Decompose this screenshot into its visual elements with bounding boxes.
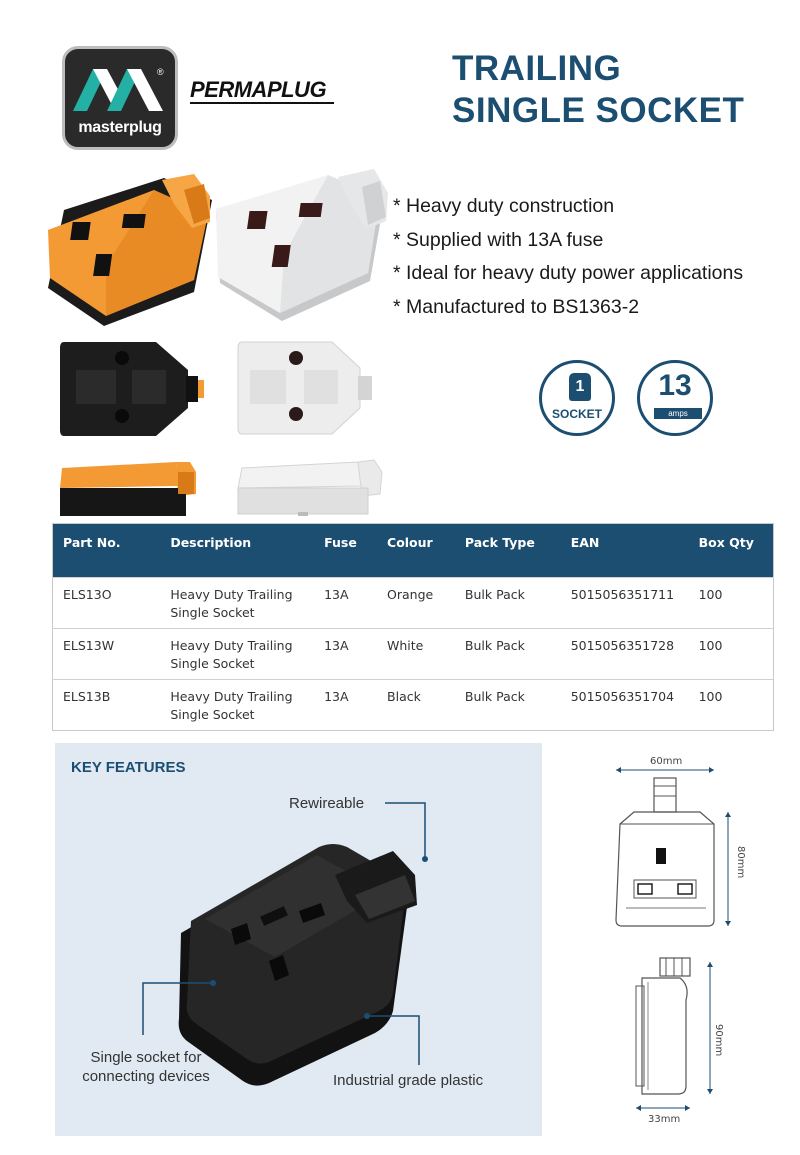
title-line-1: TRAILING <box>452 49 622 88</box>
feature-item: * Supplied with 13A fuse <box>393 228 604 251</box>
cell-fuse: 13A <box>324 629 387 680</box>
plastic-callout: Industrial grade plastic <box>333 1072 484 1089</box>
white-socket-rear-image <box>236 340 378 436</box>
registered-mark: ® <box>157 67 164 77</box>
dim-width-label: 60mm <box>650 756 683 767</box>
amps-badge <box>637 360 713 436</box>
desc-line: Single Socket <box>170 605 255 620</box>
logo-wordmark: masterplug <box>78 119 162 136</box>
cell-fuse: 13A <box>324 680 387 731</box>
cell-pack-type: Bulk Pack <box>465 680 571 731</box>
white-socket-image <box>212 165 388 323</box>
dim-height-label: 80mm <box>735 846 746 879</box>
rewireable-callout: Rewireable <box>289 795 365 812</box>
table-row <box>53 629 774 680</box>
badge-amps-label: amps <box>654 408 702 419</box>
single-socket-callout <box>71 1048 221 1086</box>
cell-colour: Orange <box>387 578 465 629</box>
desc-line: Single Socket <box>170 656 255 671</box>
desc-line: Heavy Duty Trailing <box>170 587 293 602</box>
table-header-row <box>53 524 774 578</box>
white-socket-side-image <box>234 458 384 518</box>
table-row <box>53 680 774 731</box>
feature-list <box>393 193 743 327</box>
desc-line: Single Socket <box>170 707 255 722</box>
desc-line: Heavy Duty Trailing <box>170 689 293 704</box>
cell-ean: 5015056351704 <box>571 680 699 731</box>
permaplug-logo: PERMAPLUG <box>190 77 327 102</box>
cell-pack-type: Bulk Pack <box>465 578 571 629</box>
spec-table <box>52 523 774 731</box>
cell-box-qty: 100 <box>699 680 774 731</box>
cell-colour: Black <box>387 680 465 731</box>
plug-icon: 1 <box>569 373 591 401</box>
cell-ean: 5015056351711 <box>571 578 699 629</box>
header-description: Description <box>170 524 324 578</box>
cell-ean: 5015056351728 <box>571 629 699 680</box>
cell-description <box>170 680 324 731</box>
dim-length-label: 90mm <box>713 1024 724 1057</box>
dimension-drawing-svg <box>590 750 760 1130</box>
feature-item: * Manufactured to BS1363-2 <box>393 295 640 318</box>
header-box-qty: Box Qty <box>699 524 774 578</box>
cell-part-no: ELS13W <box>53 629 171 680</box>
cell-pack-type: Bulk Pack <box>465 629 571 680</box>
badge-socket-label: SOCKET <box>551 407 602 421</box>
key-features-title: KEY FEATURES <box>71 759 186 776</box>
callout-line: Single socket for <box>90 1049 202 1066</box>
black-socket-rear-image <box>58 340 208 438</box>
dim-depth-label: 33mm <box>648 1114 681 1125</box>
permaplug-underline <box>190 102 334 104</box>
title-line-2: SINGLE SOCKET <box>452 91 745 130</box>
feature-item: * Ideal for heavy duty power applications <box>393 262 744 284</box>
cell-box-qty: 100 <box>699 578 774 629</box>
orange-socket-image <box>44 170 214 326</box>
header-fuse: Fuse <box>324 524 387 578</box>
cell-part-no: ELS13B <box>53 680 171 731</box>
single-socket-badge <box>539 360 615 436</box>
page-title <box>452 48 782 132</box>
header-part-no: Part No. <box>53 524 171 578</box>
cell-fuse: 13A <box>324 578 387 629</box>
header-ean: EAN <box>571 524 699 578</box>
cell-description <box>170 629 324 680</box>
header-pack-type: Pack Type <box>465 524 571 578</box>
badge-amps-number: 13 <box>658 369 692 402</box>
cell-part-no: ELS13O <box>53 578 171 629</box>
header-colour: Colour <box>387 524 465 578</box>
orange-socket-side-image <box>58 458 198 518</box>
callout-line: connecting devices <box>82 1068 210 1085</box>
feature-item: * Heavy duty construction <box>393 195 615 217</box>
cell-colour: White <box>387 629 465 680</box>
masterplug-logo <box>62 46 178 150</box>
cell-box-qty: 100 <box>699 629 774 680</box>
cell-description <box>170 578 324 629</box>
key-features-panel <box>55 743 542 1136</box>
table-row <box>53 578 774 629</box>
desc-line: Heavy Duty Trailing <box>170 638 293 653</box>
